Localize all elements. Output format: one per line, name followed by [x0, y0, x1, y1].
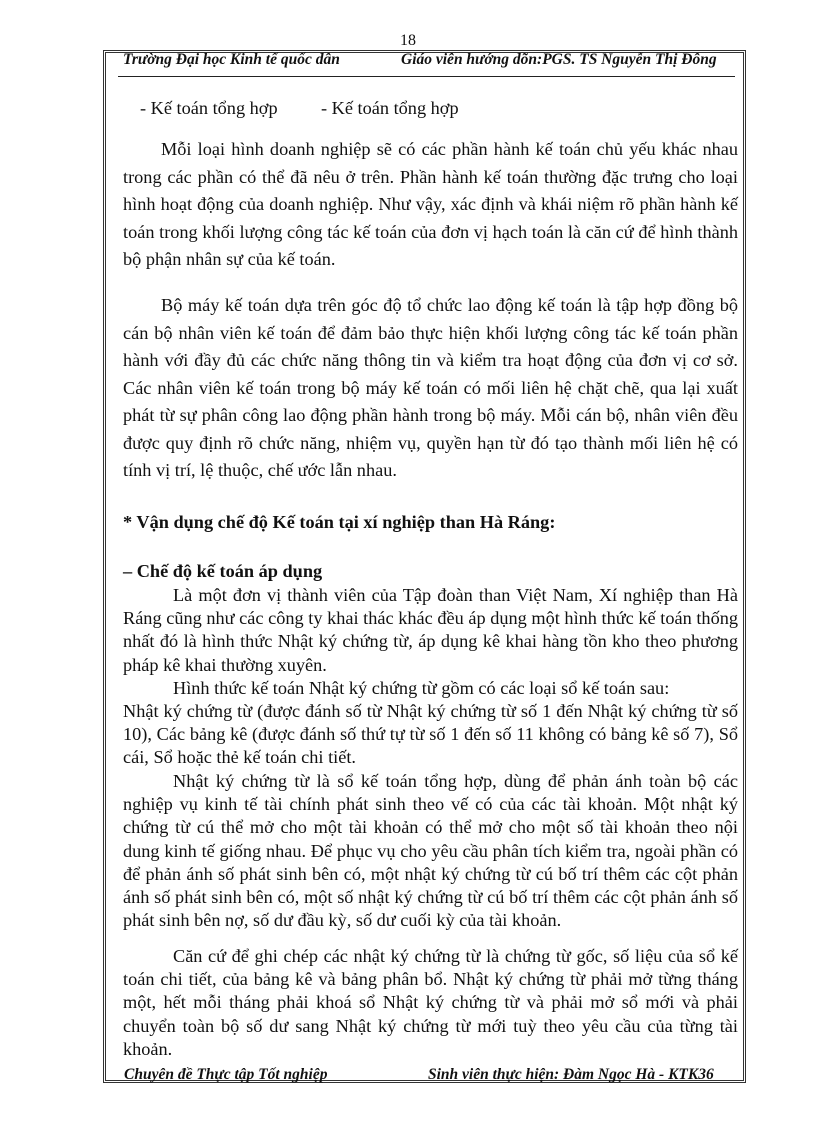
- header-supervisor: Giáo viên hướng dõn:PGS. TS Nguyễn Thị Đông: [401, 51, 717, 68]
- paragraph-4: Hình thức kế toán Nhật ký chứng từ gồm có các loại sổ kế toán sau:: [173, 678, 670, 698]
- paragraph-7: Căn cứ để ghi chép các nhật ký chứng từ là chứng từ gốc, số liệu của sổ kế toán chi tiết, của bảng kê và bảng phân bổ. Nhật ký chứng từ phải mở từng tháng một, hết mỗi tháng phải khoá sổ Nhật ký chứng từ và phải mở sổ mới và phải chuyển toàn bộ số dư sang Nhật ký chứng từ mới tuỳ theo yêu cầu của từng tài khoản.: [123, 946, 738, 1059]
- list-item-2: - Kế toán tổng hợp: [321, 98, 459, 118]
- paragraph-6: Nhật ký chứng từ là sổ kế toán tổng hợp, dùng để phản ánh toàn bộ các nghiệp vụ kinh tế tài chính phát sinh theo vế có của các tài khoản. Một nhật ký chứng từ cú thể mở cho một tài khoản có thể mở cho một số tài khoản theo nội dung kinh tế giống nhau. Để phục vụ cho yêu cầu phân tích kiểm tra, ngoài phần có để phản ánh số phát sinh bên có, một nhật ký chứng từ cú bố trí thêm các cột phản ánh số phát sinh bên có, một số nhật ký chứng từ cú bố trí thêm các cột phản ánh số phát sinh bên nợ, số dư đầu kỳ, số dư cuối kỳ của tài khoản.: [123, 771, 738, 931]
- paragraph-1: Mỗi loại hình doanh nghiệp sẽ có các phần hành kế toán chủ yếu khác nhau trong các phần có thể đã nêu ở trên. Phần hành kế toán thường đặc trưng cho loại hình hoạt động của doanh nghiệp. Như vậy, xác định và khái niệm rõ phần hành kế toán trong khối lượng công tác kế toán của đơn vị hạch toán là căn cứ để hình thành bộ phận nhân sự của kế toán.: [123, 139, 738, 269]
- footer-title: Chuyên đề Thực tập Tốt nghiệp: [124, 1066, 328, 1083]
- page-number: 18: [400, 32, 416, 49]
- list-item-1: - Kế toán tổng hợp: [140, 98, 278, 118]
- section-heading: * Vận dụng chế độ Kế toán tại xí nghiệp than Hà Ráng:: [123, 512, 556, 532]
- paragraph-2: Bộ máy kế toán dựa trên góc độ tổ chức lao động kế toán là tập hợp đồng bộ cán bộ nhân viên kế toán để đảm bảo thực hiện khối lượng công tác kế toán phần hành với đầy đủ các chức năng thông tin và kiểm tra hoạt động của đơn vị cơ sở. Các nhân viên kế toán trong bộ máy kế toán có mối liên hệ chặt chẽ, qua lại xuất phát từ sự phân công lao động phần hành trong bộ máy. Mỗi cán bộ, nhân viên đều được quy định rõ chức năng, nhiệm vụ, quyền hạn từ đó tạo thành mối liên hệ có tính vị trí, lệ thuộc, chế ước lẫn nhau.: [123, 295, 738, 480]
- subsection-heading: – Chế độ kế toán áp dụng: [123, 561, 323, 581]
- header-university: Trường Đại học Kinh tế quốc dân: [123, 51, 340, 68]
- paragraph-3: Là một đơn vị thành viên của Tập đoàn than Việt Nam, Xí nghiệp than Hà Ráng cũng như các công ty khai thác khác đều áp dụng một hình thức kế toán thống nhất đó là hình thức Nhật ký chứng từ, áp dụng kê khai hàng tồn kho theo phương pháp kê khai thường xuyên.: [123, 585, 738, 675]
- footer-student: Sinh viên thực hiện: Đàm Ngọc Hà - KTK36: [428, 1066, 714, 1083]
- header-divider: [118, 76, 735, 77]
- paragraph-5: Nhật ký chứng từ (được đánh số từ Nhật ký chứng từ số 1 đến Nhật ký chứng từ số 10), Các bảng kê (được đánh số thứ tự từ số 1 đến số 11 không có bảng kê số 7), Sổ cái, Sổ hoặc thẻ kế toán chi tiết.: [123, 701, 738, 768]
